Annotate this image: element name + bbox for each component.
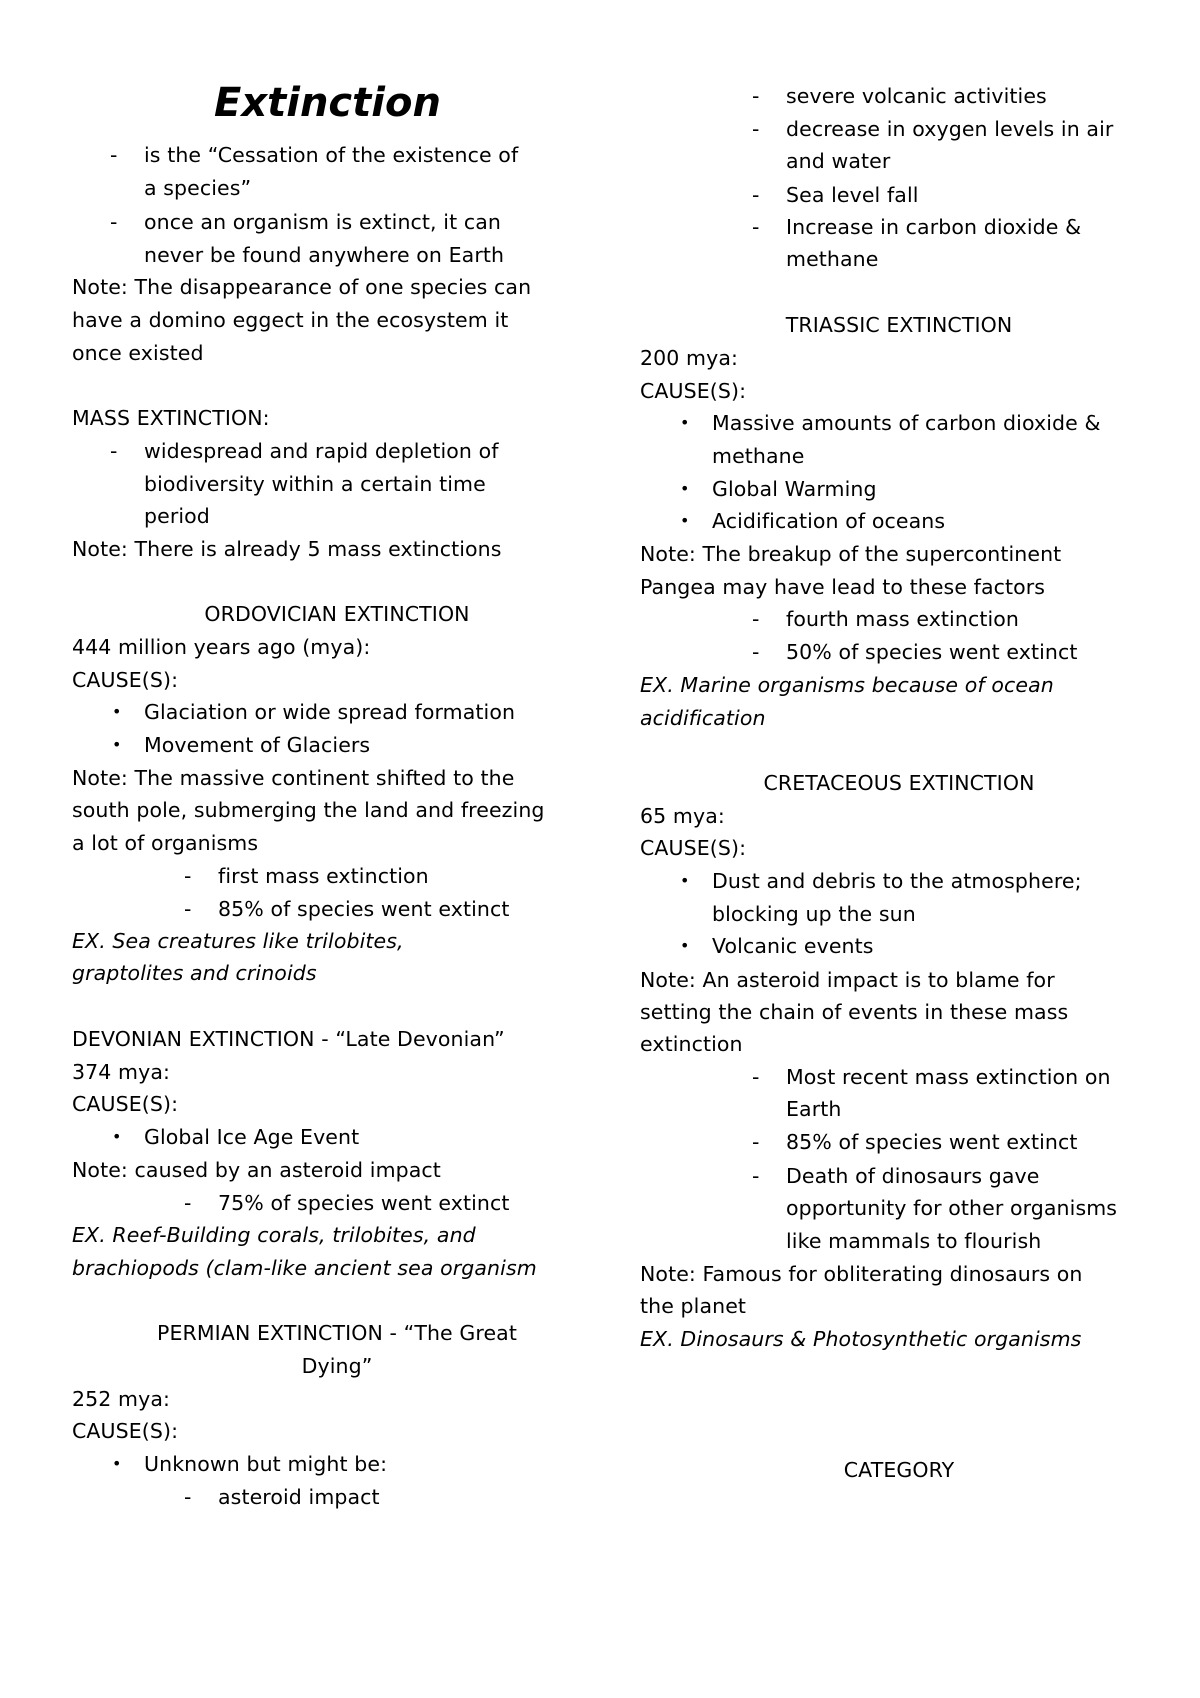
bullet-item: • Global Warming xyxy=(680,477,877,501)
note-text: the planet xyxy=(640,1294,747,1318)
bullet-item: • Movement of Glaciers xyxy=(112,733,371,757)
note-text: Note: The disappearance of one species can xyxy=(72,275,532,299)
bullet-item: • Global Ice Age Event xyxy=(112,1125,360,1149)
example-text: graptolites and crinoids xyxy=(72,961,317,985)
note-text: Note: The massive continent shifted to the xyxy=(72,766,515,790)
example-text: EX. Marine organisms because of ocean xyxy=(640,673,1054,697)
cause-label: CAUSE(S): xyxy=(640,379,747,403)
section-heading-triassic: TRIASSIC EXTINCTION xyxy=(785,313,1013,337)
cause-label: CAUSE(S): xyxy=(72,668,179,692)
section-heading-mass-extinction: MASS EXTINCTION: xyxy=(72,406,270,430)
detail-item: - first mass extinction xyxy=(184,864,429,888)
bullet-item: • Glaciation or wide spread formation xyxy=(112,700,516,724)
detail-item-cont: opportunity for other organisms xyxy=(786,1196,1118,1220)
detail-item-cont: methane xyxy=(786,247,879,271)
definition-item-cont: never be found anywhere on Earth xyxy=(144,243,505,267)
note-text: Note: caused by an asteroid impact xyxy=(72,1158,441,1182)
detail-item: - fourth mass extinction xyxy=(752,607,1019,631)
example-text: EX. Reef-Building corals, trilobites, and xyxy=(72,1223,476,1247)
note-text: Note: There is already 5 mass extinctions xyxy=(72,537,502,561)
page-title: Extinction xyxy=(214,80,441,126)
note-text: once existed xyxy=(72,341,204,365)
bullet-item: • Acidification of oceans xyxy=(680,509,946,533)
detail-item-cont: Earth xyxy=(786,1097,842,1121)
example-text: brachiopods (clam-like ancient sea organism xyxy=(72,1256,537,1280)
detail-item-cont: and water xyxy=(786,149,891,173)
date-text: 374 mya: xyxy=(72,1060,171,1084)
bullet-item: • Volcanic events xyxy=(680,934,874,958)
detail-item: - Increase in carbon dioxide & xyxy=(752,215,1082,239)
note-text: Note: Famous for obliterating dinosaurs on xyxy=(640,1262,1083,1286)
cause-label: CAUSE(S): xyxy=(72,1092,179,1116)
detail-item: - severe volcanic activities xyxy=(752,84,1047,108)
note-text: a lot of organisms xyxy=(72,831,259,855)
detail-item: - Most recent mass extinction on xyxy=(752,1065,1111,1089)
detail-item: - 85% of species went extinct xyxy=(752,1130,1078,1154)
detail-item: - 75% of species went extinct xyxy=(184,1191,510,1215)
note-text: Note: The breakup of the supercontinent xyxy=(640,542,1062,566)
note-text: Pangea may have lead to these factors xyxy=(640,575,1046,599)
cause-label: CAUSE(S): xyxy=(72,1419,179,1443)
bullet-item: • Unknown but might be: xyxy=(112,1452,388,1476)
detail-item: - Death of dinosaurs gave xyxy=(752,1164,1040,1188)
definition-item-cont: a species” xyxy=(144,176,252,200)
section-heading-permian-cont: Dying” xyxy=(301,1354,373,1378)
date-text: 65 mya: xyxy=(640,804,725,828)
section-heading-category: CATEGORY xyxy=(843,1458,955,1482)
bullet-item: • Dust and debris to the atmosphere; xyxy=(680,869,1082,893)
detail-item-cont: like mammals to flourish xyxy=(786,1229,1042,1253)
date-text: 200 mya: xyxy=(640,346,739,370)
section-heading-permian: PERMIAN EXTINCTION - “The Great xyxy=(157,1321,517,1345)
note-text: south pole, submerging the land and freezing xyxy=(72,798,545,822)
detail-item: - Sea level fall xyxy=(752,183,919,207)
detail-item: - 85% of species went extinct xyxy=(184,897,510,921)
cause-label: CAUSE(S): xyxy=(640,836,747,860)
bullet-item-cont: blocking up the sun xyxy=(712,902,916,926)
note-text: setting the chain of events in these mass xyxy=(640,1000,1069,1024)
definition-item-cont: biodiversity within a certain time xyxy=(144,472,486,496)
detail-item: - 50% of species went extinct xyxy=(752,640,1078,664)
bullet-item: • Massive amounts of carbon dioxide & xyxy=(680,411,1101,435)
note-text: Note: An asteroid impact is to blame for xyxy=(640,968,1055,992)
section-heading-cretaceous: CRETACEOUS EXTINCTION xyxy=(763,771,1035,795)
definition-item: - is the “Cessation of the existence of xyxy=(110,143,519,167)
section-heading-devonian: DEVONIAN EXTINCTION - “Late Devonian” xyxy=(72,1027,505,1051)
definition-item: - once an organism is extinct, it can xyxy=(110,210,501,234)
detail-item: - asteroid impact xyxy=(184,1485,380,1509)
detail-item: - decrease in oxygen levels in air xyxy=(752,117,1114,141)
example-text: acidification xyxy=(640,706,766,730)
date-text: 252 mya: xyxy=(72,1387,171,1411)
bullet-item-cont: methane xyxy=(712,444,805,468)
note-text: extinction xyxy=(640,1032,743,1056)
note-text: have a domino eggect in the ecosystem it xyxy=(72,308,509,332)
date-text: 444 million years ago (mya): xyxy=(72,635,371,659)
definition-item: - widespread and rapid depletion of xyxy=(110,439,499,463)
example-text: EX. Sea creatures like trilobites, xyxy=(72,929,404,953)
definition-item-cont: period xyxy=(144,504,210,528)
example-text: EX. Dinosaurs & Photosynthetic organisms xyxy=(640,1327,1082,1351)
section-heading-ordovician: ORDOVICIAN EXTINCTION xyxy=(204,602,470,626)
